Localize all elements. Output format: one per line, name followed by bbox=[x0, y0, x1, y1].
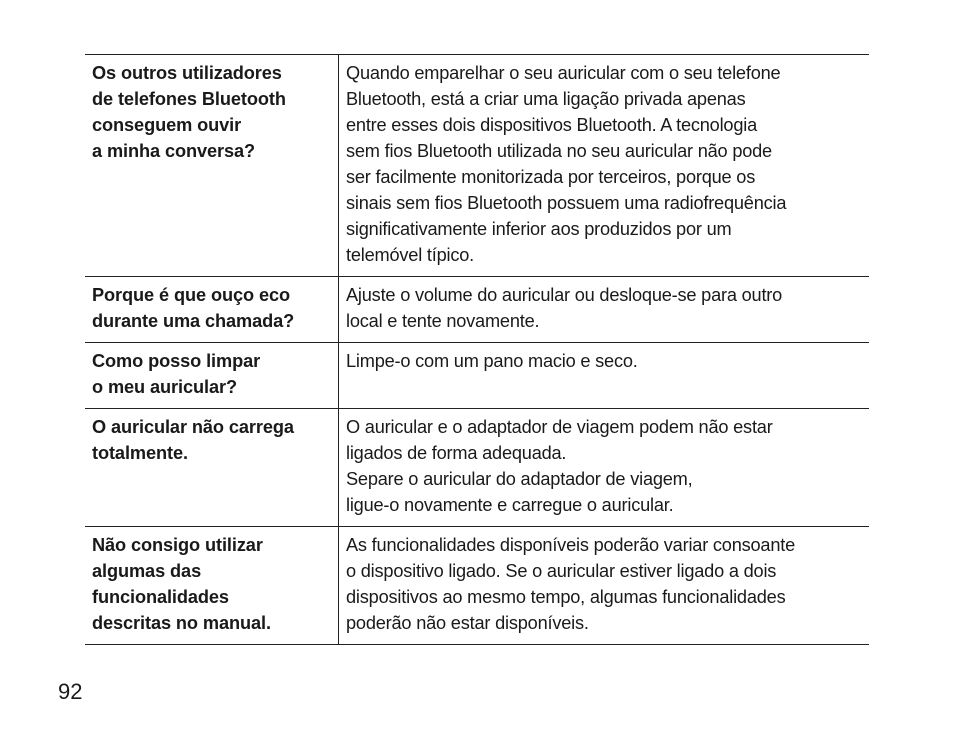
answer-line: sem fios Bluetooth utilizada no seu auricular não pode bbox=[346, 141, 772, 161]
question-line: durante uma chamada? bbox=[92, 311, 295, 331]
faq-answer bbox=[339, 55, 870, 277]
page-number: 92 bbox=[58, 679, 83, 704]
faq-question bbox=[85, 409, 339, 527]
answer-line: ligados de forma adequada. bbox=[346, 443, 567, 463]
question-line: a minha conversa? bbox=[92, 141, 256, 161]
faq-row bbox=[85, 55, 869, 277]
answer-line: Separe o auricular do adaptador de viagem, bbox=[346, 469, 693, 489]
faq-answer bbox=[339, 527, 870, 645]
question-line: conseguem ouvir bbox=[92, 115, 242, 135]
answer-line: As funcionalidades disponíveis poderão variar consoante bbox=[346, 535, 796, 555]
answer-line: Ajuste o volume do auricular ou desloque-se para outro bbox=[346, 285, 783, 305]
answer-line: O auricular e o adaptador de viagem podem não estar bbox=[346, 417, 773, 437]
question-line: funcionalidades bbox=[92, 587, 229, 607]
answer-line: Quando emparelhar o seu auricular com o seu telefone bbox=[346, 63, 781, 83]
answer-line: Limpe-o com um pano macio e seco. bbox=[346, 351, 638, 371]
faq-question bbox=[85, 527, 339, 645]
faq-question bbox=[85, 343, 339, 409]
faq-answer bbox=[339, 277, 870, 343]
answer-line: ligue-o novamente e carregue o auricular. bbox=[346, 495, 674, 515]
question-line: algumas das bbox=[92, 561, 202, 581]
answer-line: telemóvel típico. bbox=[346, 245, 475, 265]
faq-row bbox=[85, 409, 869, 527]
answer-line: Bluetooth, está a criar uma ligação privada apenas bbox=[346, 89, 746, 109]
answer-line: sinais sem fios Bluetooth possuem uma radiofrequência bbox=[346, 193, 787, 213]
faq-answer bbox=[339, 343, 870, 409]
question-line: descritas no manual. bbox=[92, 613, 271, 633]
question-line: Os outros utilizadores bbox=[92, 63, 282, 83]
question-line: totalmente. bbox=[92, 443, 188, 463]
answer-line: o dispositivo ligado. Se o auricular estiver ligado a dois bbox=[346, 561, 777, 581]
answer-line: dispositivos ao mesmo tempo, algumas funcionalidades bbox=[346, 587, 786, 607]
answer-line: significativamente inferior aos produzidos por um bbox=[346, 219, 732, 239]
answer-line: local e tente novamente. bbox=[346, 311, 540, 331]
faq-question bbox=[85, 277, 339, 343]
faq-row bbox=[85, 343, 869, 409]
answer-line: poderão não estar disponíveis. bbox=[346, 613, 589, 633]
faq-row bbox=[85, 527, 869, 645]
faq-answer bbox=[339, 409, 870, 527]
question-line: o meu auricular? bbox=[92, 377, 237, 397]
answer-line: entre esses dois dispositivos Bluetooth. A tecnologia bbox=[346, 115, 758, 135]
question-line: Porque é que ouço eco bbox=[92, 285, 290, 305]
faq-row bbox=[85, 277, 869, 343]
question-line: Não consigo utilizar bbox=[92, 535, 263, 555]
question-line: Como posso limpar bbox=[92, 351, 261, 371]
question-line: O auricular não carrega bbox=[92, 417, 294, 437]
faq-question bbox=[85, 55, 339, 277]
question-line: de telefones Bluetooth bbox=[92, 89, 286, 109]
answer-line: ser facilmente monitorizada por terceiros, porque os bbox=[346, 167, 756, 187]
faq-table bbox=[85, 54, 869, 645]
